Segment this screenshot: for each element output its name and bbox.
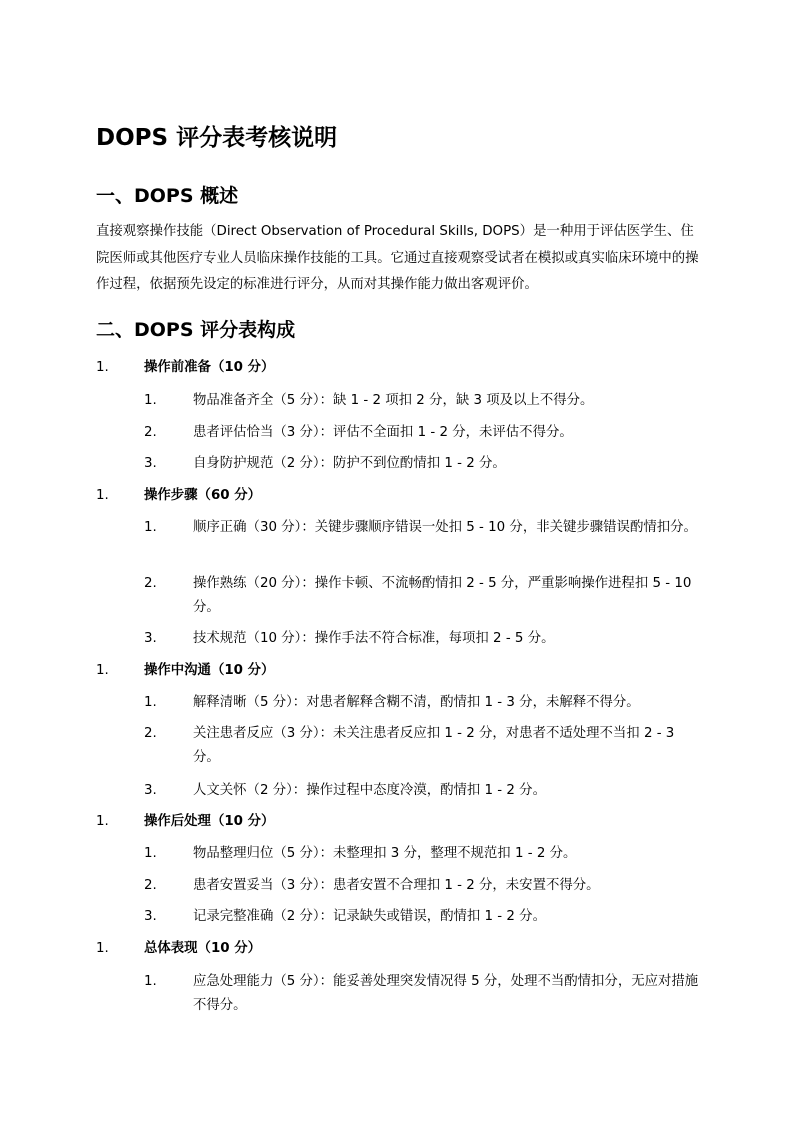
score-group bbox=[96, 484, 700, 508]
list-number: 1. bbox=[96, 814, 109, 829]
section-heading-structure: 二、DOPS 评分表构成 bbox=[96, 319, 296, 341]
score-group-header bbox=[96, 810, 700, 834]
score-item-text: 应急处理能力（5 分）：能妥善处理突发情况得 5 分，处理不当酌情扣分，无应对措施不得分。 bbox=[193, 974, 699, 1013]
score-item bbox=[144, 970, 700, 1018]
list-number: 1. bbox=[144, 974, 157, 989]
list-number: 1. bbox=[144, 520, 157, 535]
score-item-text: 物品整理归位（5 分）：未整理扣 3 分，整理不规范扣 1 - 2 分。 bbox=[193, 846, 577, 861]
score-item-text: 物品准备齐全（5 分）：缺 1 - 2 项扣 2 分，缺 3 项及以上不得分。 bbox=[193, 393, 594, 408]
list-number: 2. bbox=[144, 425, 157, 440]
list-number: 3. bbox=[144, 456, 157, 471]
score-group-title: 总体表现（10 分） bbox=[144, 941, 262, 956]
score-item bbox=[144, 842, 700, 866]
score-item-text: 患者安置妥当（3 分）：患者安置不合理扣 1 - 2 分，未安置不得分。 bbox=[193, 878, 600, 893]
score-group-title: 操作前准备（10 分） bbox=[144, 360, 275, 375]
score-item-text: 关注患者反应（3 分）：未关注患者反应扣 1 - 2 分，对患者不适处理不当扣 2 - 3 分。 bbox=[193, 726, 675, 765]
list-number: 2. bbox=[144, 576, 157, 591]
score-group-header bbox=[96, 356, 700, 380]
score-item-text: 顺序正确（30 分）：关键步骤顺序错误一处扣 5 - 10 分，非关键步骤错误酌情扣分。 bbox=[193, 520, 697, 535]
list-number: 1. bbox=[144, 393, 157, 408]
score-item-text: 患者评估恰当（3 分）：评估不全面扣 1 - 2 分，未评估不得分。 bbox=[193, 425, 573, 440]
score-group-header bbox=[96, 937, 700, 961]
list-number: 1. bbox=[96, 360, 109, 375]
overview-paragraph: 直接观察操作技能（Direct Observation of Procedural Skills, DOPS）是一种用于评估医学生、住院医师或其他医疗专业人员临床操作技能的工具。它通过直接观察受试者在模拟或真实临床环境中的操作过程，依据预先设定的标准进行评分，从而对其操作能力做出客观评价。 bbox=[96, 224, 699, 292]
score-item bbox=[144, 905, 700, 929]
list-number: 3. bbox=[144, 909, 157, 924]
list-number: 3. bbox=[144, 783, 157, 798]
score-item bbox=[144, 389, 700, 413]
score-group-title: 操作后处理（10 分） bbox=[144, 814, 275, 829]
score-group bbox=[96, 937, 700, 961]
score-item bbox=[144, 874, 700, 898]
list-number: 1. bbox=[144, 846, 157, 861]
score-group bbox=[96, 810, 700, 834]
score-group bbox=[96, 356, 700, 380]
score-item bbox=[144, 779, 700, 803]
score-group-title: 操作中沟通（10 分） bbox=[144, 663, 275, 678]
score-item bbox=[144, 516, 700, 540]
score-item bbox=[144, 722, 700, 770]
list-number: 1. bbox=[96, 941, 109, 956]
score-group-header bbox=[96, 484, 700, 508]
score-item bbox=[144, 421, 700, 445]
score-group-header bbox=[96, 659, 700, 683]
score-item-text: 自身防护规范（2 分）：防护不到位酌情扣 1 - 2 分。 bbox=[193, 456, 506, 471]
list-number: 1. bbox=[96, 663, 109, 678]
document-title: DOPS 评分表考核说明 bbox=[96, 125, 338, 151]
score-item bbox=[144, 691, 700, 715]
score-item-text: 操作熟练（20 分）：操作卡顿、不流畅酌情扣 2 - 5 分，严重影响操作进程扣 5 - 10 分。 bbox=[193, 576, 692, 615]
list-number: 3. bbox=[144, 631, 157, 646]
score-item-text: 解释清晰（5 分）：对患者解释含糊不清，酌情扣 1 - 3 分，未解释不得分。 bbox=[193, 695, 640, 710]
score-item-text: 人文关怀（2 分）：操作过程中态度冷漠，酌情扣 1 - 2 分。 bbox=[193, 783, 546, 798]
score-group-title: 操作步骤（60 分） bbox=[144, 488, 262, 503]
score-group bbox=[96, 659, 700, 683]
score-item bbox=[144, 572, 700, 620]
score-item-text: 技术规范（10 分）：操作手法不符合标准，每项扣 2 - 5 分。 bbox=[193, 631, 555, 646]
list-number: 2. bbox=[144, 726, 157, 741]
score-item bbox=[144, 627, 700, 651]
section-heading-overview: 一、DOPS 概述 bbox=[96, 185, 239, 207]
list-number: 1. bbox=[96, 488, 109, 503]
list-number: 2. bbox=[144, 878, 157, 893]
score-item-text: 记录完整准确（2 分）：记录缺失或错误，酌情扣 1 - 2 分。 bbox=[193, 909, 546, 924]
score-item bbox=[144, 452, 700, 476]
list-number: 1. bbox=[144, 695, 157, 710]
